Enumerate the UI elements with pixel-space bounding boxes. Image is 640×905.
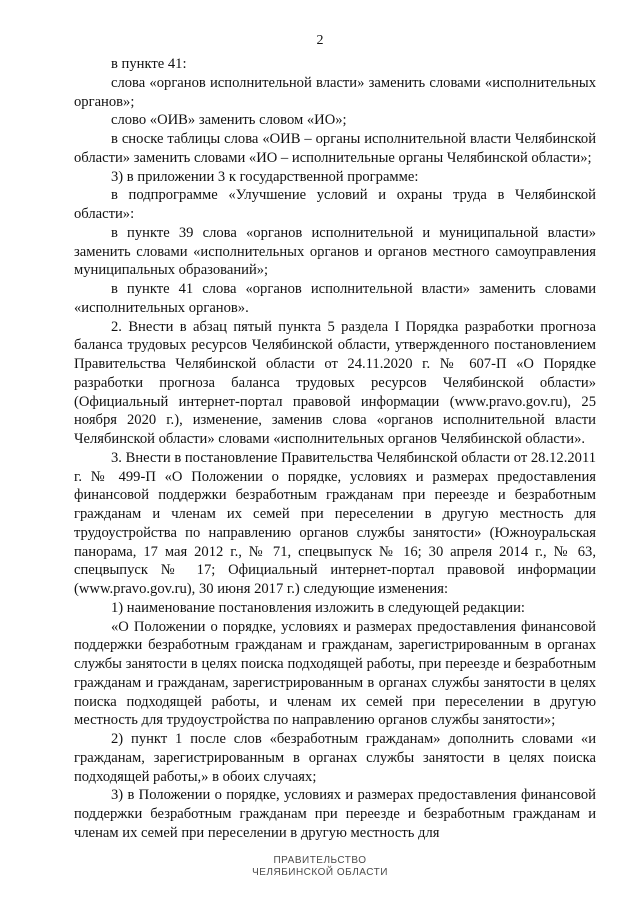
page-number: 2 [316, 33, 324, 48]
paragraph: 3. Внести в постановление Правительства Челябинской области от 28.12.2011 г. № 499-П «О Положении о порядке, условиях и размерах предоставления финансовой поддержки безработным гражданам при переезде и безработным гражданам и членам их семей при переселении в другую местность для трудоустройства по направлению органов службы занятости» (Южноуральская панорама, 17 мая 2012 г., № 71, спецвыпуск № 16; 30 апреля 2014 г., № 63, спецвыпуск № 17; Официальный интернет-портал правовой информации (www.pravo.gov.ru), 30 июня 2017 г.) следующие изменения: [74, 449, 596, 597]
paragraph: в пункте 39 слова «органов исполнительной и муниципальной власти» заменить словами «исполнительных органов и органов местного самоуправления муниципальных образований»; [74, 224, 596, 279]
paragraph: слова «органов исполнительной власти» заменить словами «исполнительных органов»; [74, 74, 596, 110]
paragraph: «О Положении о порядке, условиях и размерах предоставления финансовой поддержки безработным гражданам и гражданам, зарегистрированным в органах службы занятости в целях поиска подходящей работы, при переезде и безработным гражданам и гражданам, зарегистрированным в органах службы занятости в целях поиска подходящей работы, и членам их семей при переселении в другую местность для трудоустройства по направлению органов службы занятости»; [74, 618, 596, 729]
paragraph: 2. Внести в абзац пятый пункта 5 раздела I Порядка разработки прогноза баланса трудовых ресурсов Челябинской области, утвержденного постановлением Правительства Челябинской области от 24.11.2020 г. № 607-П «О Порядке разработки прогноза баланса трудовых ресурсов Челябинской области» (Официальный интернет-портал правовой информации (www.pravo.gov.ru), 25 ноября 2020 г.), изменение, заменив слова «органов исполнительной власти Челябинской области» словами «исполнительных органов Челябинской области». [74, 318, 596, 447]
paragraph: слово «ОИВ» заменить словом «ИО»; [111, 112, 347, 129]
paragraph: 2) пункт 1 после слов «безработным гражданам» дополнить словами «и гражданам, зарегистрированным в органах службы занятости в целях поиска подходящей работы,» в обоих случаях; [74, 731, 596, 785]
document-body [74, 55, 596, 843]
stamp-line-2: ЧЕЛЯБИНСКОЙ ОБЛАСТИ [252, 867, 388, 878]
paragraph: в пункте 41 слова «органов исполнительной власти» заменить словами «исполнительных органов». [74, 281, 596, 316]
paragraph: в сноске таблицы слова «ОИВ – органы исполнительной власти Челябинской области» заменить словами «ИО – исполнительные органы Челябинской области»; [74, 131, 596, 166]
paragraph: 3) в Положении о порядке, условиях и размерах предоставления финансовой поддержки безработным гражданам при переезде и безработным гражданам и членам их семей при переселении в другую местность для [74, 787, 596, 841]
government-stamp [0, 855, 640, 879]
paragraph: в подпрограмме «Улучшение условий и охраны труда в Челябинской области»: [74, 187, 596, 222]
stamp-line-1: ПРАВИТЕЛЬСТВО [273, 855, 367, 866]
paragraph: 3) в приложении 3 к государственной программе: [111, 168, 419, 185]
paragraph: 1) наименование постановления изложить в следующей редакции: [111, 599, 525, 616]
paragraph: в пункте 41: [111, 56, 187, 72]
